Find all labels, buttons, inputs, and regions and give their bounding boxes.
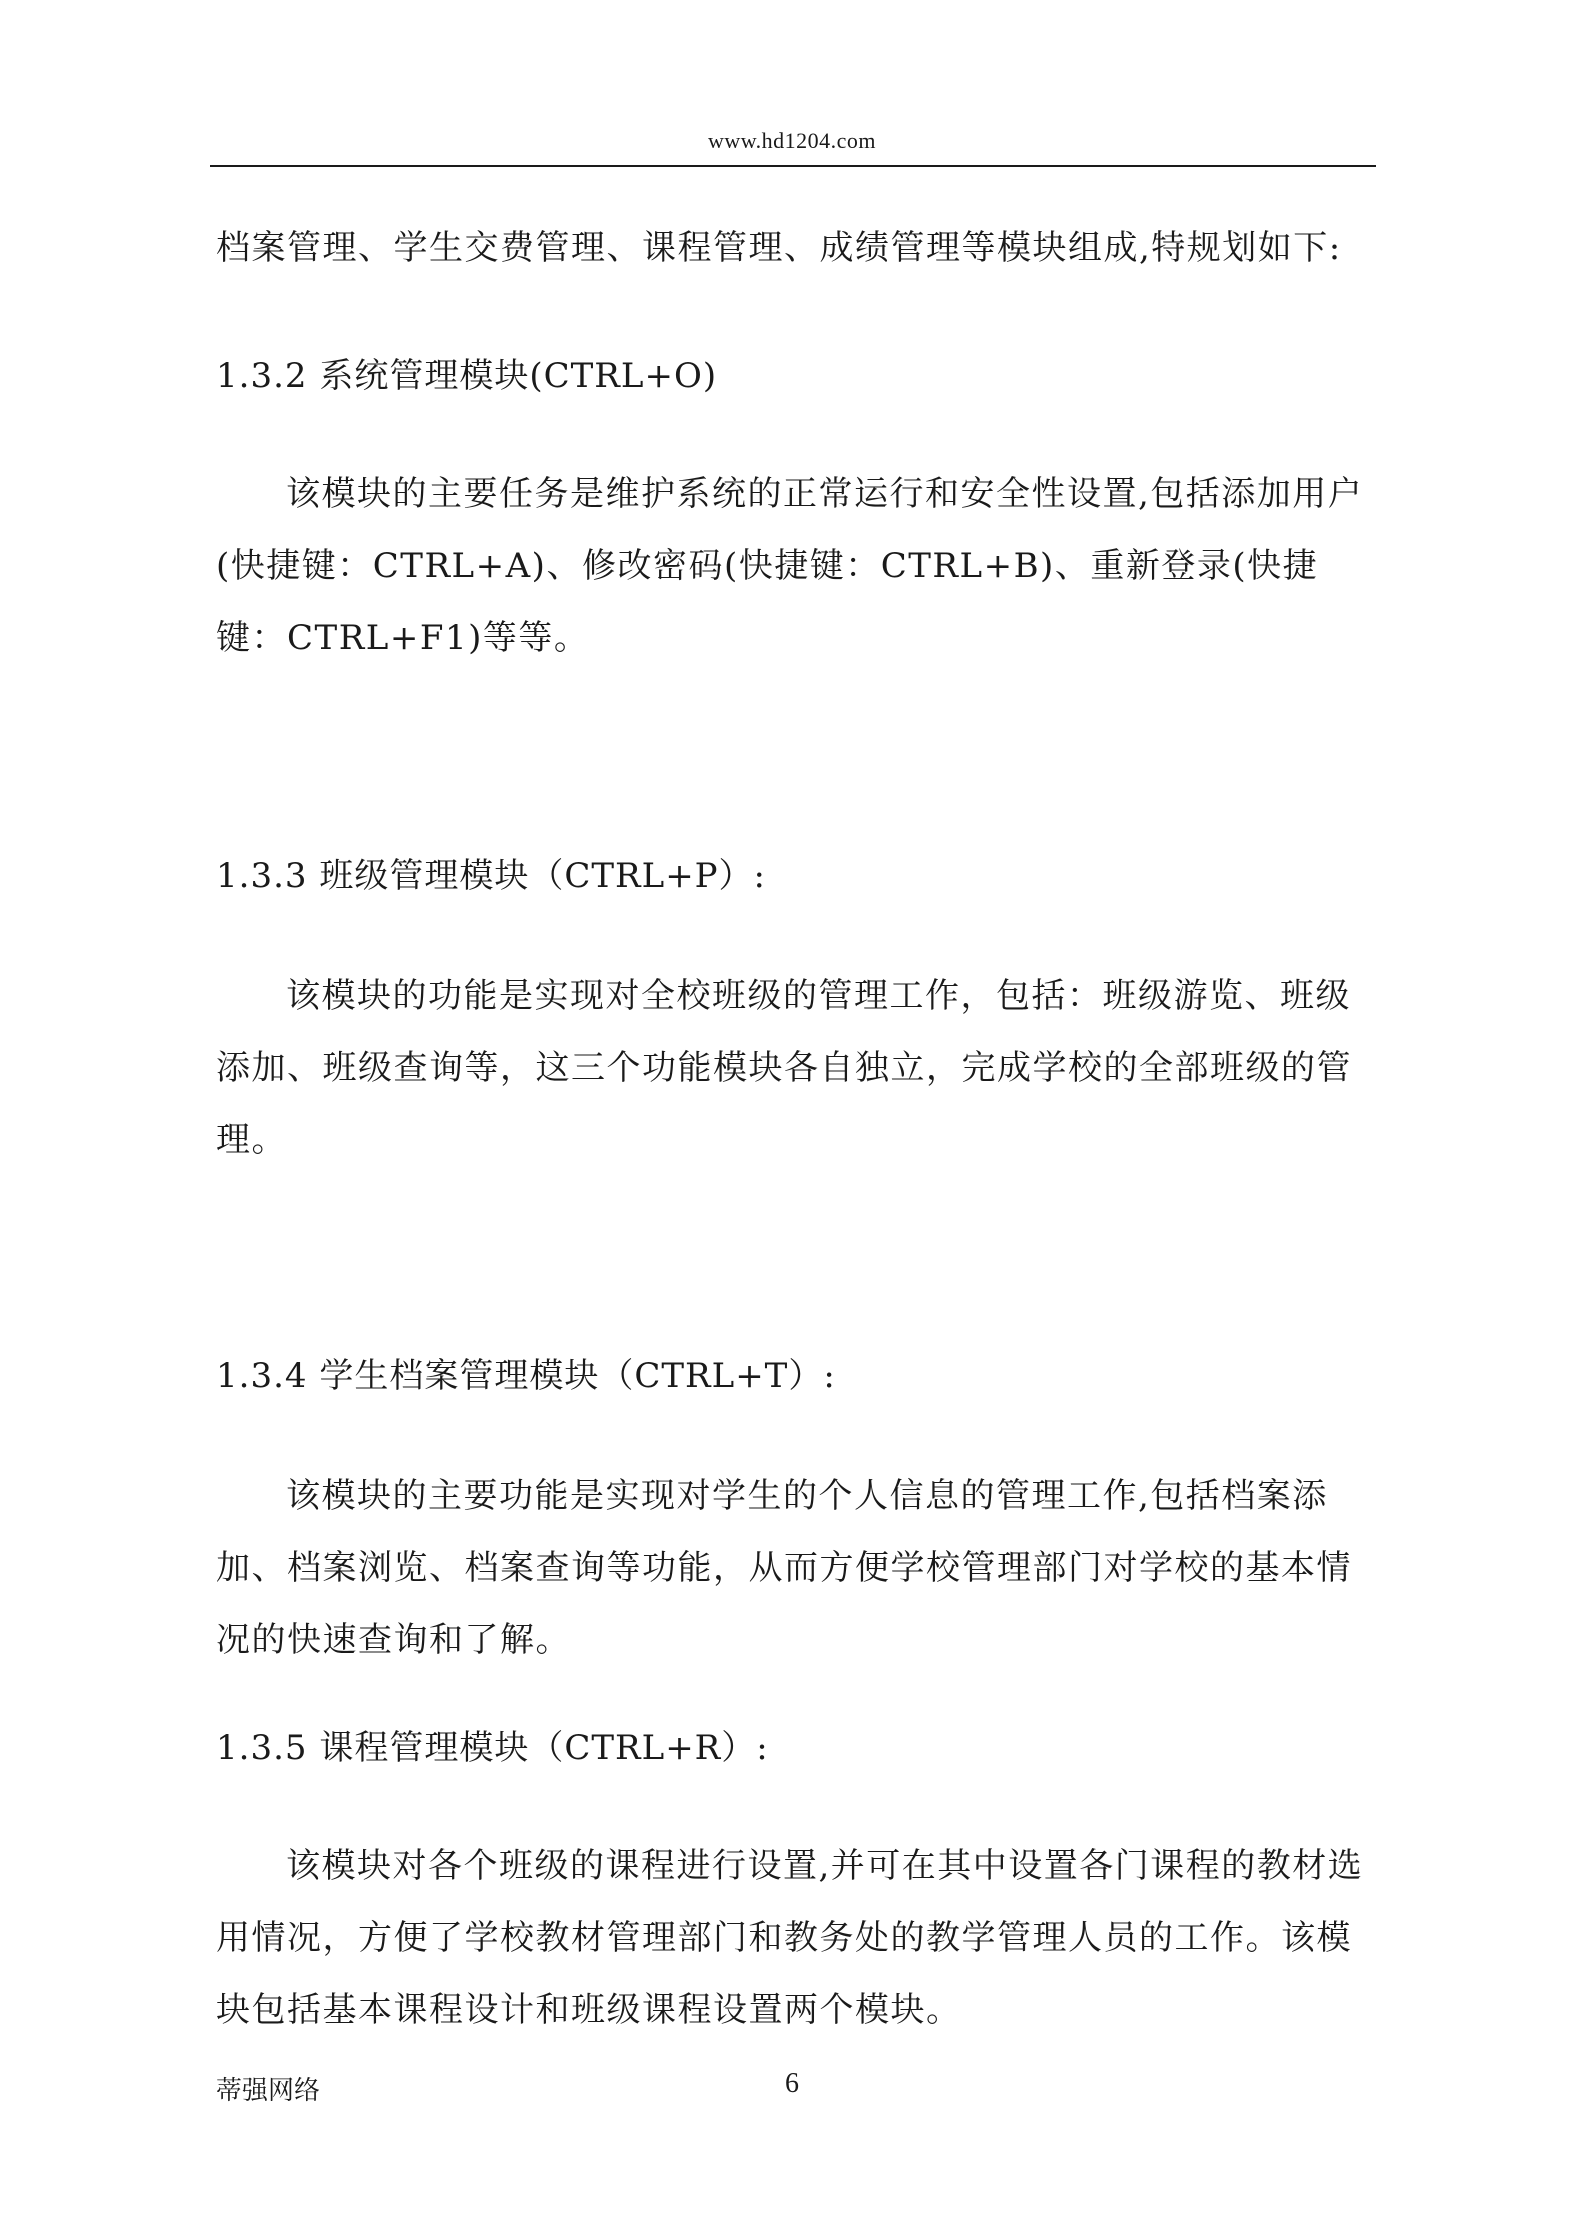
section-heading-student: 1.3.4 学生档案管理模块（CTRL+T）: [216,1356,836,1396]
section-heading-class: 1.3.3 班级管理模块（CTRL+P）: [216,856,767,896]
header-divider [210,165,1376,167]
section-text-system: 该模块的主要任务是维护系统的正常运行和安全性设置,包括添加用户(快捷键：CTRL+A)、修改密码(快捷键：CTRL+B)、重新登录(快捷键：CTRL+F1)等等。 [216,474,1364,658]
section-text-class: 该模块的功能是实现对全校班级的管理工作，包括：班级游览、班级添加、班级查询等，这三个功能模块各自独立，完成学校的全部班级的管理。 [216,976,1352,1160]
intro-paragraph: 档案管理、学生交费管理、课程管理、成绩管理等模块组成,特规划如下: [216,228,1342,268]
footer-company: 蒂强网络 [216,2076,321,2106]
header-url: www.hd1204.com [707,128,877,153]
page-number: 6 [785,2068,799,2099]
section-heading-course: 1.3.5 课程管理模块（CTRL+R）: [216,1728,769,1768]
section-heading-system: 1.3.2 系统管理模块(CTRL+O) [216,356,718,396]
section-text-student: 该模块的主要功能是实现对学生的个人信息的管理工作,包括档案添加、档案浏览、档案查询等功能，从而方便学校管理部门对学校的基本情况的快速查询和了解。 [216,1476,1352,1660]
section-text-course: 该模块对各个班级的课程进行设置,并可在其中设置各门课程的教材选用情况，方便了学校教材管理部门和教务处的教学管理人员的工作。该模块包括基本课程设计和班级课程设置两个模块。 [216,1846,1364,2030]
